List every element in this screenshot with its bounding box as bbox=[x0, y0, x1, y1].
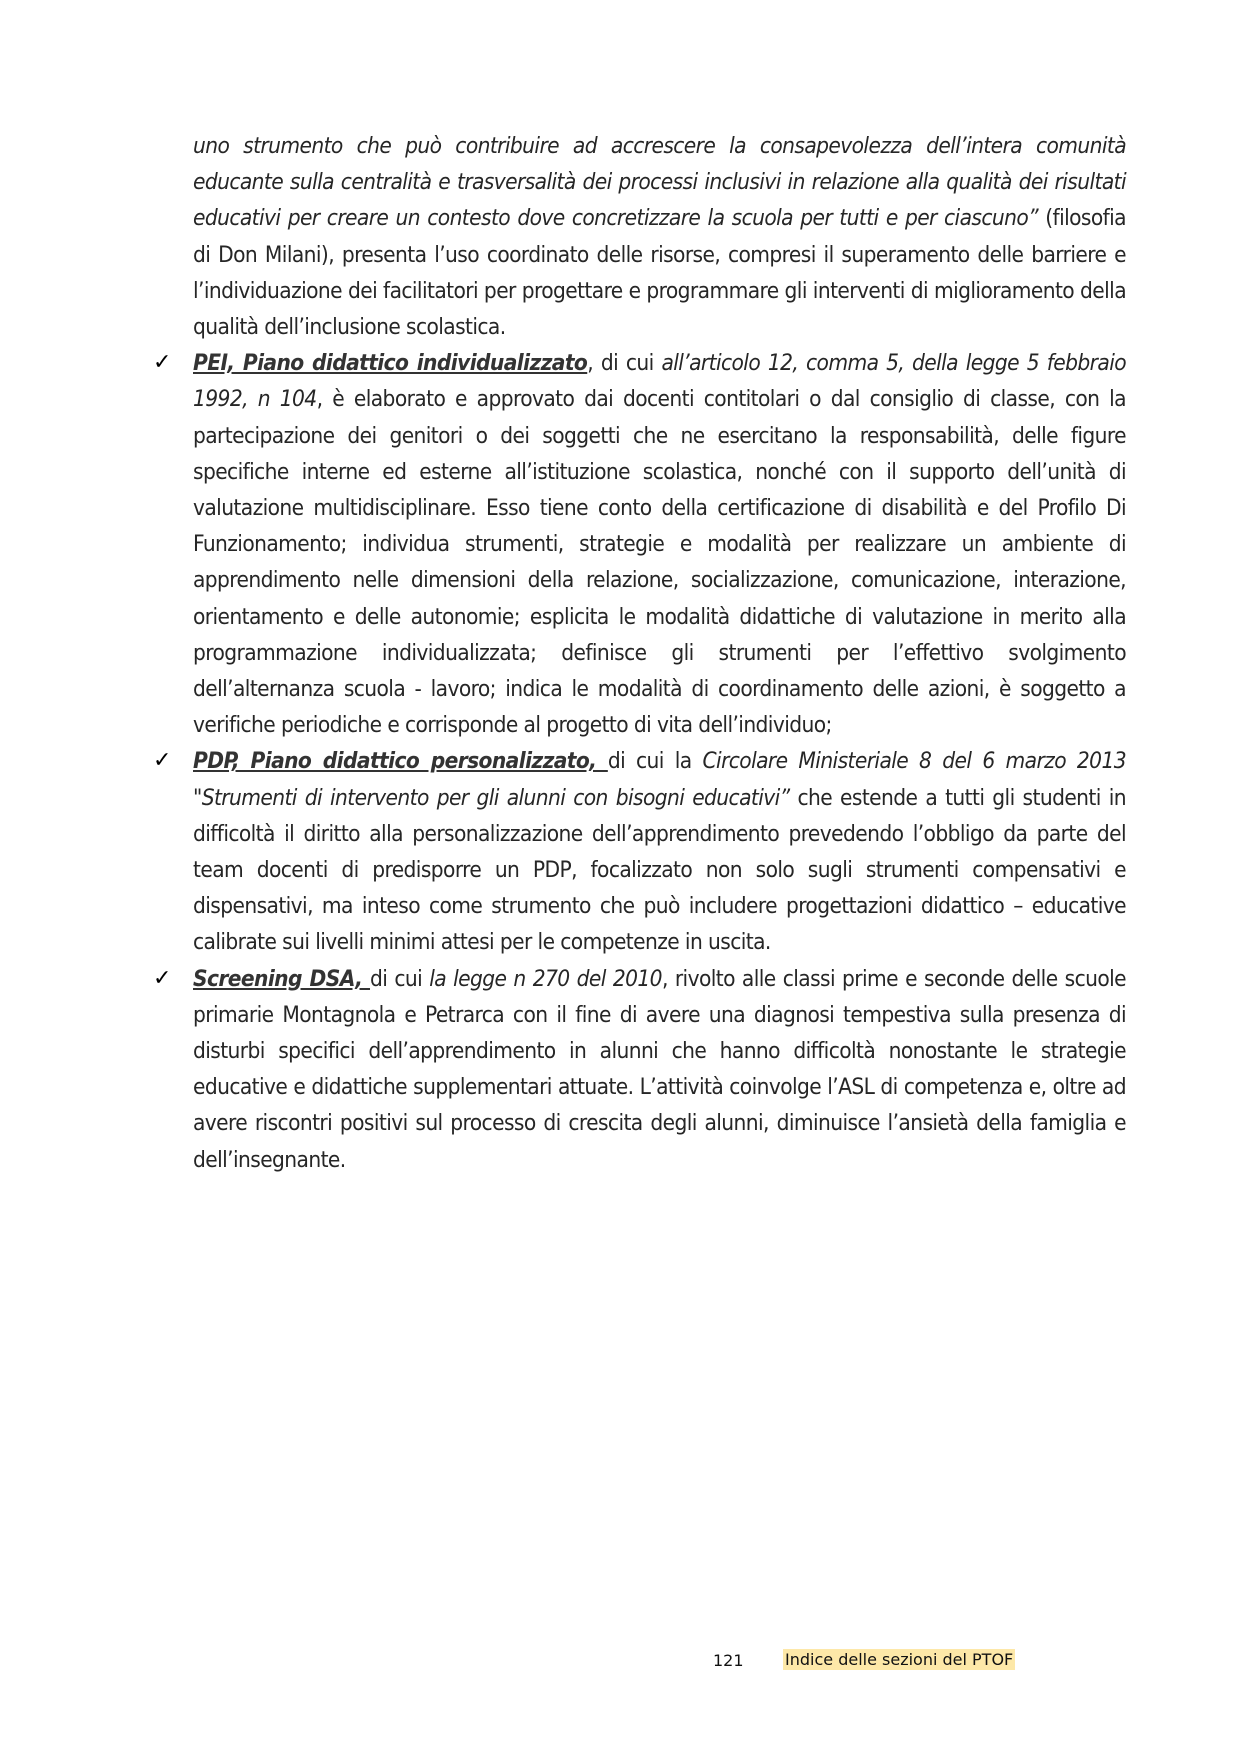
connector-text: di cui bbox=[370, 965, 430, 992]
intro-text: (filosofia di Don Milani), presenta l’uso coordinato delle risorse, compresi il superamento delle barriere e l’individuazione dei facilitatori per progettare e programmare gli interventi di miglioramento della qualità dell’inclusione scolastica. bbox=[193, 205, 1126, 341]
legal-reference: Circolare Ministeriale 8 del 6 marzo 2013 "Strumenti di intervento per gli alunni con bisogni educativi” bbox=[193, 748, 1126, 811]
term-pei: PEI, Piano didattico individualizzato bbox=[193, 350, 588, 377]
legal-reference: la legge n 270 del 2010 bbox=[429, 965, 662, 992]
list-item-pdp bbox=[153, 743, 1126, 960]
page-body bbox=[153, 128, 1126, 1178]
checkmark-icon: ✓ bbox=[153, 350, 172, 376]
connector-text: di cui la bbox=[607, 748, 703, 775]
checkmark-icon: ✓ bbox=[153, 748, 172, 774]
connector-text: , di cui bbox=[587, 350, 662, 377]
item-text: , rivolto alle classi prime e seconde delle scuole primarie Montagnola e Petrarca con il fine di avere una diagnosi tempestiva sulla presenza di disturbi specifici dell’apprendimento in alunni che hanno difficoltà nonostante le strategie educative e didattiche supplementari attuate. L’attività coinvolge l’ASL di competenza e, oltre ad avere riscontri positivi sul processo di crescita degli alunni, diminuisce l’ansietà della famiglia e dell’insegnante. bbox=[193, 965, 1126, 1173]
list-item-pei bbox=[153, 345, 1126, 743]
intro-paragraph bbox=[193, 128, 1126, 345]
index-link[interactable]: Indice delle sezioni del PTOF bbox=[785, 1650, 1014, 1669]
item-text: che estende a tutti gli studenti in difficoltà il diritto alla personalizzazione dell’apprendimento prevedendo l’obbligo da parte del team docenti di predisporre un PDP, focalizzato non solo sugli strumenti compensativi e dispensativi, ma inteso come strumento che può includere progettazioni didattico – educative calibrate sui livelli minimi attesi per le competenze in uscita. bbox=[193, 784, 1126, 956]
legal-reference: all’articolo 12, comma 5, della legge 5 febbraio 1992, n 104 bbox=[193, 350, 1126, 413]
list-item-screening-dsa bbox=[153, 961, 1126, 1178]
term-screening-dsa: Screening DSA, bbox=[193, 965, 371, 992]
intro-quote: uno strumento che può contribuire ad accrescere la consapevolezza dell’intera comunità educante sulla centralità e trasversalità dei processi inclusivi in relazione alla qualità dei risultati educativi per creare un contesto dove concretizzare la scuola per tutti e per ciascuno” bbox=[193, 133, 1126, 232]
term-pdp: PDP, Piano didattico personalizzato, bbox=[193, 748, 608, 775]
page-number: 121 bbox=[713, 1651, 744, 1670]
item-text: , è elaborato e approvato dai docenti contitolari o dal consiglio di classe, con la partecipazione dei genitori o dei soggetti che ne esercitano la responsabilità, delle figure specifiche interne ed esterne all’istituzione scolastica, nonché con il supporto dell’unità di valutazione multidisciplinare. Esso tiene conto della certificazione di disabilità e del Profilo Di Funzionamento; individua strumenti, strategie e modalità per realizzare un ambiente di apprendimento nelle dimensioni della relazione, socializzazione, comunicazione, interazione, orientamento e delle autonomie; esplicita le modalità didattiche di valutazione in merito alla programmazione individualizzata; definisce gli strumenti per l’effettivo svolgimento dell’alternanza scuola - lavoro; indica le modalità di coordinamento delle azioni, è soggetto a verifiche periodiche e corrisponde al progetto di vita dell’individuo; bbox=[193, 386, 1126, 739]
checkmark-icon: ✓ bbox=[153, 965, 172, 991]
